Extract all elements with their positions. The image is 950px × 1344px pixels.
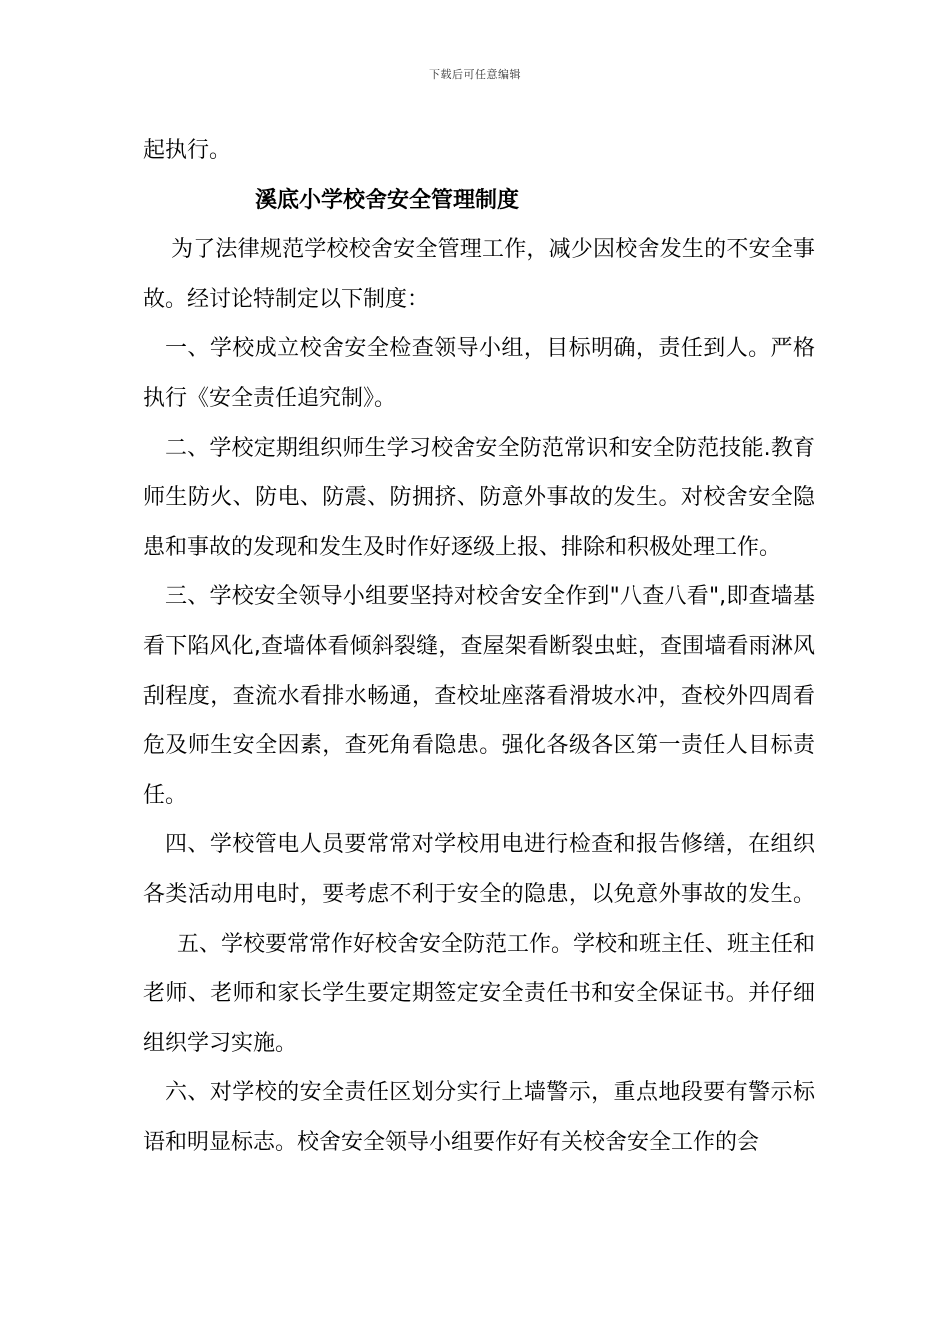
- rule-item-5: 五、学校要常常作好校舍安全防范工作。学校和班主任、班主任和老师、老师和家长学生要定期签定安全责任书和安全保证书。并仔细组织学习实施。: [143, 931, 816, 1056]
- document-body: [143, 126, 815, 1167]
- rule-item-4-5: [143, 820, 815, 1068]
- rule-item-1: 一、学校成立校舍安全检查领导小组，目标明确，责任到人。严格执行《安全责任追究制》。: [143, 336, 815, 411]
- rule-item-3: 三、学校安全领导小组要坚持对校舍安全作到"八查八看",即查墙基看下陷风化,查墙体看倾斜裂缝，查屋架看断裂虫蛀，查围墙看雨淋风刮程度，查流水看排水畅通，查校址座落看滑坡水冲，查校外四周看危及师生安全因素，查死角看隐患。强化各级各区第一责任人目标责任。: [143, 584, 815, 808]
- rule-item-4: 四、学校管电人员要常常对学校用电进行检查和报告修缮，在组织各类活动用电时，要考虑不利于安全的隐患，以免意外事故的发生。: [143, 832, 815, 907]
- document-title: 溪底小学校舍安全管理制度: [255, 187, 520, 213]
- rule-item-6: 六、对学校的安全责任区划分实行上墙警示，重点地段要有警示标语和明显标志。校舍安全领导小组要作好有关校舍安全工作的会: [143, 1080, 815, 1155]
- rule-item-2: 二、学校定期组织师生学习校舍安全防范常识和安全防范技能.教育师生防火、防电、防震、防拥挤、防意外事故的发生。对校舍安全隐患和事故的发现和发生及时作好逐级上报、排除和积极处理工作。: [143, 435, 815, 560]
- intro-paragraph: 为了法律规范学校校舍安全管理工作，减少因校舍发生的不安全事故。经讨论特制定以下制度：: [143, 237, 815, 312]
- page-header: 下载后可任意编辑: [429, 68, 521, 81]
- continuation-line: 起执行。: [143, 138, 232, 163]
